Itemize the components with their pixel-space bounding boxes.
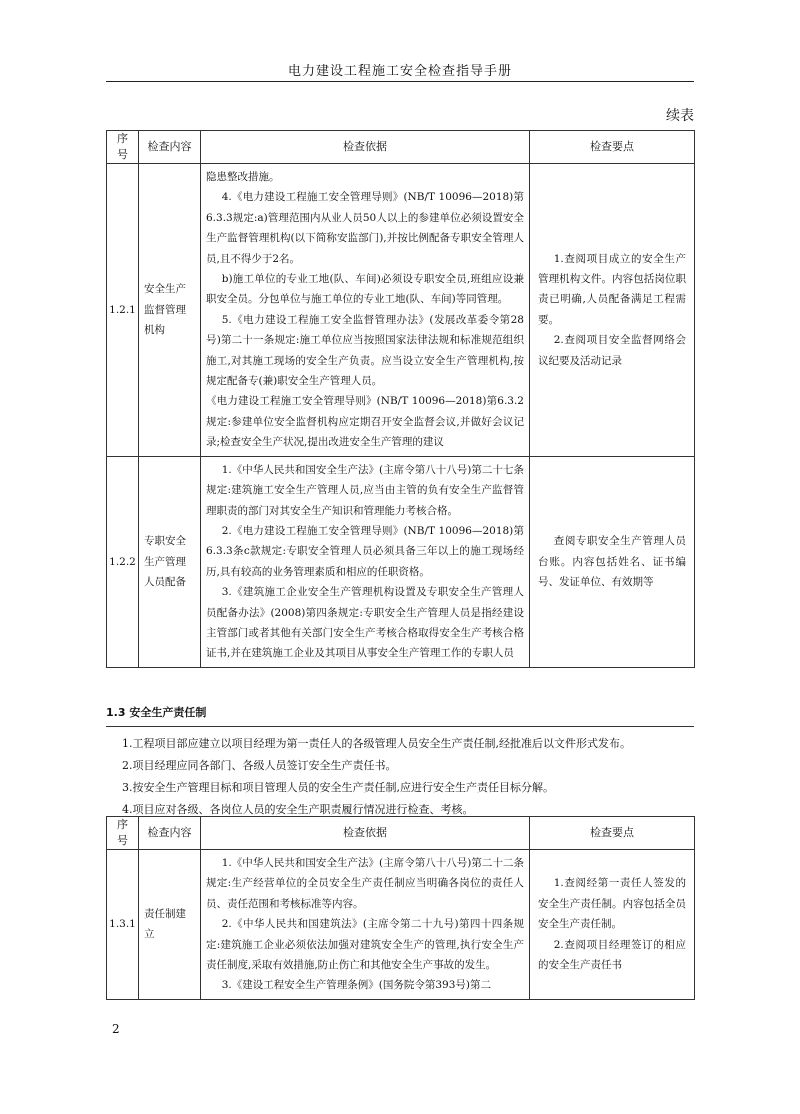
running-header: 电力建设工程施工安全检查指导手册 bbox=[287, 64, 512, 79]
row-number: 1.3.1 bbox=[107, 850, 139, 1000]
row-points bbox=[530, 164, 695, 457]
row-item: 安全生产监督管理机构 bbox=[139, 164, 201, 457]
header-points: 检查要点 bbox=[530, 131, 695, 164]
point-paragraph: 查阅专职安全生产管理人员台账。内容包括姓名、证书编号、发证单位、有效期等 bbox=[538, 535, 686, 588]
list-item: 2.项目经理应同各部门、各级人员签订安全生产责任书。 bbox=[122, 759, 397, 772]
point-paragraph: 1.查阅经第一责任人签发的安全生产责任制。内容包括全员安全生产责任制。 bbox=[538, 877, 686, 931]
point-paragraph: 2.查阅项目安全监督网络会议纪要及活动记录 bbox=[538, 334, 686, 367]
point-paragraph: 1.查阅项目成立的安全生产管理机构文件。内容包括岗位职责已明确,人员配备满足工程需要。 bbox=[538, 252, 686, 326]
basis-paragraph: b)施工单位的专业工地(队、车间)必须设专职安全员,班组应设兼职安全员。分包单位与施工单位的专业工地(队、车间)等同管理。 bbox=[206, 273, 524, 306]
inspection-table-continued bbox=[106, 130, 695, 668]
row-item: 责任制建立 bbox=[139, 850, 201, 1000]
header-no: 序号 bbox=[107, 817, 139, 850]
page-number: 2 bbox=[112, 1022, 120, 1036]
row-basis bbox=[201, 456, 530, 667]
header-basis: 检查依据 bbox=[201, 817, 530, 850]
basis-paragraph: 3.《建设工程安全生产管理条例》(国务院令第393号)第二 bbox=[221, 979, 492, 992]
basis-paragraph: 《电力建设工程施工安全管理导则》(NB/T 10096—2018)第6.3.2规定:参建单位安全监督机构应定期召开安全监督会议,并做好会议记录;检查安全生产状况,提出改进安全生产管理的建议 bbox=[206, 395, 524, 449]
table-row bbox=[107, 850, 695, 1000]
section-rule bbox=[106, 726, 694, 727]
inspection-table-1-3 bbox=[106, 816, 695, 1000]
basis-paragraph: 3.《建筑施工企业安全生产管理机构设置及专职安全生产管理人员配备办法》(2008)第四条规定:专职安全生产管理人员是指经建设主管部门或者其他有关部门安全生产考核合格取得安全生产考核合格证书,并在建筑施工企业及其项目从事安全生产管理工作的专职人员 bbox=[206, 586, 524, 660]
basis-paragraph: 1.《中华人民共和国安全生产法》(主席令第八十八号)第二十二条规定:生产经营单位的全员安全生产责任制应当明确各岗位的责任人员、责任范围和考核标准等内容。 bbox=[206, 857, 524, 910]
row-points bbox=[530, 850, 695, 1000]
requirements-list bbox=[106, 733, 694, 821]
list-item: 4.项目应对各级、各岗位人员的安全生产职责履行情况进行检查、考核。 bbox=[122, 803, 474, 816]
section-title: 1.3 安全生产责任制 bbox=[106, 706, 207, 719]
header-item: 检查内容 bbox=[139, 131, 201, 164]
row-number: 1.2.1 bbox=[107, 164, 139, 457]
header-no: 序号 bbox=[107, 131, 139, 164]
table-header-row bbox=[107, 131, 695, 164]
list-item: 1.工程项目部应建立以项目经理为第一责任人的各级管理人员安全生产责任制,经批准后以文件形式发布。 bbox=[122, 737, 631, 750]
header-points: 检查要点 bbox=[530, 817, 695, 850]
row-basis bbox=[201, 850, 530, 1000]
basis-paragraph: 4.《电力建设工程施工安全管理导则》(NB/T 10096—2018)第6.3.3规定:a)管理范围内从业人员50人以上的参建单位必须设置安全生产监督管理机构(以下简称安监部门),并按比例配备专职安全管理人员,且不得少于2名。 bbox=[206, 191, 524, 265]
row-item: 专职安全生产管理人员配备 bbox=[139, 456, 201, 667]
basis-paragraph: 5.《电力建设工程施工安全监督管理办法》(发展改革委令第28号)第二十一条规定:施工单位应当按照国家法律法规和标准规范组织施工,对其施工现场的安全生产负责。应当设立安全生产管理机构,按规定配备专(兼)职安全生产管理人员。 bbox=[206, 313, 524, 388]
header-item: 检查内容 bbox=[139, 817, 201, 850]
basis-paragraph: 2.《电力建设工程施工安全管理导则》(NB/T 10096—2018)第6.3.3条c款规定:专职安全管理人员必须具备三年以上的施工现场经历,具有较高的业务管理素质和相应的任职资格。 bbox=[206, 524, 524, 578]
row-points bbox=[530, 456, 695, 667]
header-rule bbox=[106, 81, 694, 82]
row-basis bbox=[201, 164, 530, 457]
point-paragraph: 2.查阅项目经理签订的相应的安全生产责任书 bbox=[538, 938, 686, 972]
basis-paragraph: 隐患整改措施。 bbox=[206, 171, 280, 183]
header-basis: 检查依据 bbox=[201, 131, 530, 164]
table-header-row bbox=[107, 817, 695, 850]
basis-paragraph: 1.《中华人民共和国安全生产法》(主席令第八十八号)第二十七条规定:建筑施工安全生产管理人员,应当由主管的负有安全生产监督管理职责的部门对其安全生产知识和管理能力考核合格。 bbox=[206, 463, 524, 517]
table-row bbox=[107, 164, 695, 457]
basis-paragraph: 2.《中华人民共和国建筑法》(主席令第二十九号)第四十四条规定:建筑施工企业必须依法加强对建筑安全生产的管理,执行安全生产责任制度,采取有效措施,防止伤亡和其他安全生产事故的发生。 bbox=[206, 918, 524, 972]
list-item: 3.按安全生产管理目标和项目管理人员的安全生产责任制,应进行安全生产责任目标分解。 bbox=[122, 781, 554, 794]
continued-label: 续表 bbox=[666, 108, 694, 124]
row-number: 1.2.2 bbox=[107, 456, 139, 667]
table-row bbox=[107, 456, 695, 667]
